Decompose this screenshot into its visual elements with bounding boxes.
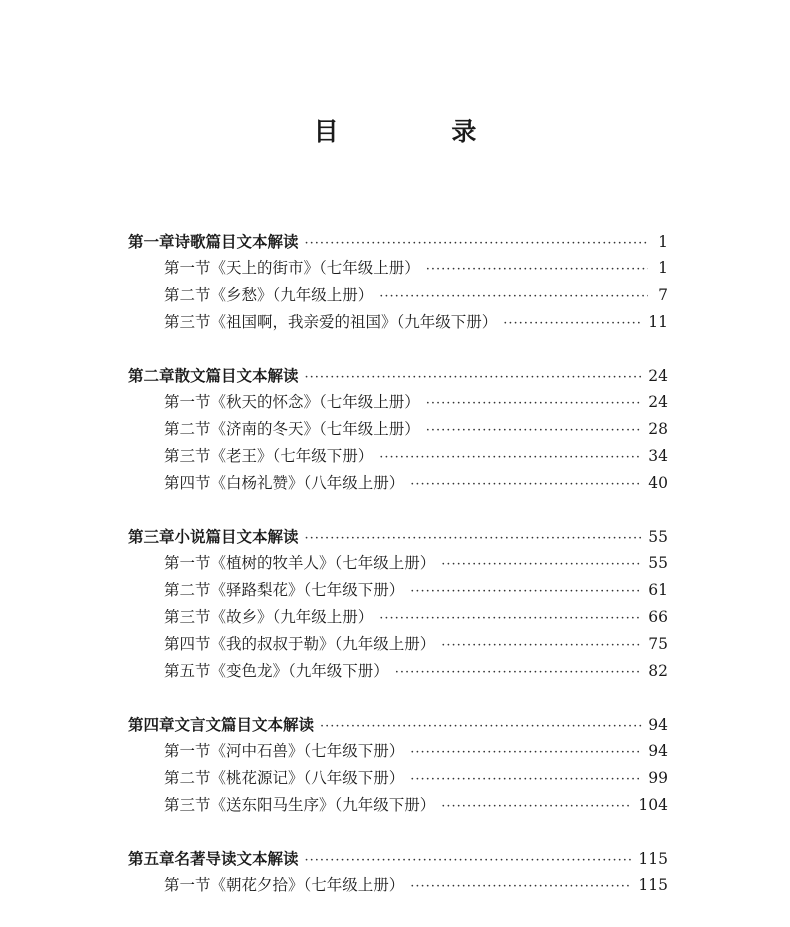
section-number: 第五节 (164, 662, 211, 680)
page-number: 75 (648, 635, 668, 653)
section-number: 第二节 (164, 769, 211, 787)
page-number: 82 (648, 662, 668, 680)
leader-dots (410, 739, 642, 766)
page-number: 1 (658, 259, 668, 277)
leader-dots (379, 444, 642, 471)
page-number: 115 (638, 876, 668, 894)
leader-dots (305, 847, 633, 874)
section-number: 第二节 (164, 286, 211, 304)
chapter-2 (128, 362, 668, 497)
chapter-entry[interactable] (128, 523, 668, 550)
page-number: 24 (648, 393, 668, 411)
section-number: 第一节 (164, 742, 211, 760)
section-number: 第四节 (164, 635, 211, 653)
chapter-1 (128, 228, 668, 336)
page-number: 7 (658, 286, 668, 304)
section-number: 第三节 (164, 313, 211, 331)
section-entry[interactable] (128, 255, 668, 282)
section-entry[interactable] (128, 470, 668, 497)
leader-dots (320, 713, 642, 740)
leader-dots (441, 793, 632, 820)
chapter-4 (128, 711, 668, 819)
chapter-entry[interactable] (128, 362, 668, 389)
leader-dots (503, 310, 642, 337)
section-number: 第一节 (164, 876, 211, 894)
section-title: 《送东阳马生序》（九年级下册） (210, 796, 436, 814)
section-title: 《我的叔叔于勒》（九年级上册） (210, 635, 436, 653)
page-number: 115 (638, 850, 668, 868)
page-number: 66 (648, 608, 668, 626)
leader-dots (441, 551, 642, 578)
table-of-contents (128, 228, 668, 925)
section-entry[interactable] (128, 550, 668, 577)
page-number: 55 (648, 554, 668, 572)
section-title: 《植树的牧羊人》（七年级上册） (210, 554, 436, 572)
section-entry[interactable] (128, 577, 668, 604)
leader-dots (305, 364, 643, 391)
section-title: 《变色龙》（九年级下册） (210, 662, 389, 680)
chapter-number: 第三章 (128, 527, 175, 546)
page-number: 28 (648, 420, 668, 438)
section-title: 《河中石兽》（七年级下册） (210, 742, 405, 760)
section-title: 《济南的冬天》（七年级上册） (210, 420, 420, 438)
section-title: 《老王》（七年级下册） (210, 447, 374, 465)
section-title: 《桃花源记》（八年级下册） (210, 769, 405, 787)
section-entry[interactable] (128, 282, 668, 309)
leader-dots (395, 659, 642, 686)
page-number: 94 (648, 742, 668, 760)
chapter-entry[interactable] (128, 845, 668, 872)
chapter-title: 诗歌篇目文本解读 (174, 232, 299, 251)
page-number: 99 (648, 769, 668, 787)
section-entry[interactable] (128, 309, 668, 336)
leader-dots (426, 256, 648, 283)
leader-dots (305, 525, 643, 552)
section-title: 《乡愁》（九年级上册） (210, 286, 374, 304)
chapter-number: 第五章 (128, 849, 175, 868)
chapter-title: 名著导读文本解读 (174, 849, 299, 868)
leader-dots (410, 471, 642, 498)
page-number: 24 (648, 367, 668, 385)
leader-dots (379, 283, 648, 310)
page-title: 目 录 (313, 117, 529, 146)
section-title: 《白杨礼赞》（八年级上册） (210, 474, 405, 492)
section-entry[interactable] (128, 604, 668, 631)
leader-dots (305, 230, 648, 257)
section-entry[interactable] (128, 443, 668, 470)
page-number: 40 (648, 474, 668, 492)
page-number: 55 (648, 528, 668, 546)
leader-dots (426, 390, 642, 417)
chapter-title: 文言文篇目文本解读 (174, 715, 315, 734)
section-entry[interactable] (128, 872, 668, 899)
section-number: 第一节 (164, 259, 211, 277)
chapter-title: 小说篇目文本解读 (174, 527, 299, 546)
section-number: 第一节 (164, 554, 211, 572)
section-number: 第三节 (164, 447, 211, 465)
section-number: 第四节 (164, 474, 211, 492)
page-number: 104 (638, 796, 668, 814)
section-entry[interactable] (128, 765, 668, 792)
section-entry[interactable] (128, 389, 668, 416)
section-number: 第三节 (164, 608, 211, 626)
chapter-title: 散文篇目文本解读 (174, 366, 299, 385)
section-title: 《秋天的怀念》（七年级上册） (210, 393, 420, 411)
chapter-5 (128, 845, 668, 899)
chapter-3 (128, 523, 668, 685)
section-number: 第二节 (164, 420, 211, 438)
section-title: 《天上的街市》（七年级上册） (210, 259, 420, 277)
section-number: 第一节 (164, 393, 211, 411)
section-title: 《故乡》（九年级上册） (210, 608, 374, 626)
chapter-number: 第四章 (128, 715, 175, 734)
page-number: 34 (648, 447, 668, 465)
section-entry[interactable] (128, 416, 668, 443)
page-number: 61 (648, 581, 668, 599)
section-entry[interactable] (128, 631, 668, 658)
page-number: 1 (658, 233, 668, 251)
chapter-number: 第二章 (128, 366, 175, 385)
section-title: 《朝花夕拾》（七年级上册） (210, 876, 405, 894)
section-number: 第二节 (164, 581, 211, 599)
chapter-number: 第一章 (128, 232, 175, 251)
section-entry[interactable] (128, 792, 668, 819)
section-title: 《祖国啊，我亲爱的祖国》（九年级下册） (210, 313, 498, 331)
section-entry[interactable] (128, 738, 668, 765)
leader-dots (426, 417, 642, 444)
leader-dots (410, 766, 642, 793)
leader-dots (379, 605, 642, 632)
section-entry[interactable] (128, 658, 668, 685)
leader-dots (410, 873, 632, 900)
chapter-entry[interactable] (128, 711, 668, 738)
leader-dots (410, 578, 642, 605)
chapter-entry[interactable] (128, 228, 668, 255)
section-title: 《驿路梨花》（七年级下册） (210, 581, 405, 599)
page-number: 11 (648, 313, 668, 331)
section-number: 第三节 (164, 796, 211, 814)
page-number: 94 (648, 716, 668, 734)
leader-dots (441, 632, 642, 659)
